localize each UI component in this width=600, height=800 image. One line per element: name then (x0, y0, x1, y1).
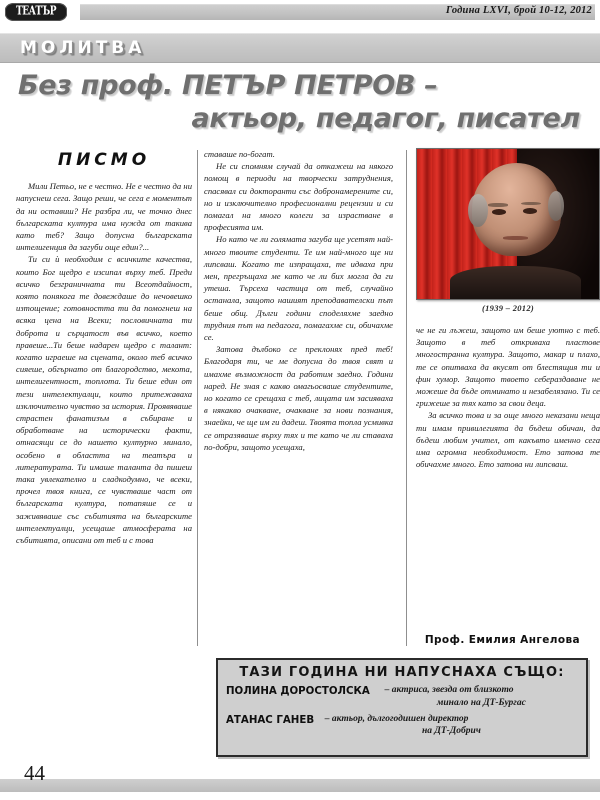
page-number: 44 (24, 761, 45, 785)
photo-eye-right (523, 208, 538, 214)
obituary-entry-description-line-1: – актриса, звезда от близкото (384, 685, 514, 695)
letter-heading: ПИСМО (57, 150, 151, 170)
paragraph: Затова дълбоко се преклонях пред теб! Благодаря ти, че ме допусна до твоя свят и имахме възможност да работим заедно. Години наред. Не зная с какво омагьосваше студентите, но когато се срещаха с теб, лицата им засияваха в някакво очакване, очакване за нови познания, знаейки, че ще им ги дадеш. Твоята топла усмивка се отразяваше върху тях и те като че ли ставаха по-добри, защото усещаха, (204, 344, 393, 452)
photo-mouth (503, 236, 528, 240)
paragraph: Но като че ли голямата загуба ще усетят най-много твоите студенти. Те им най-много ще ни липсваш. Когато те изпращаха, те идваха при мен, прегръщаха ме като че ли бих могла да ги утеша. Търсеха частица от теб, случайно останала, защото нашият преподавателски път беше общ. Дълги години споделяхме заедно трудния път на педагога, помагахме си, обичахме се. (204, 234, 393, 343)
paragraph: Ти си ѝ необходим с всичките качества, които Бог щедро е изсипал върху теб. Преди всичко безграничната ти Всеотдайност, която понякога те довеждаше до нечовешко изтощение; готовността ти да помогнеш на всяка цена на Всеки; пословичната ти доброта и сърцатост във всичко, което правеше...Ти беше надарен щедро с талант: когато играеше на сцената, около теб всичко сияеше, обгърнато от благородство, мекота, интелигентност, топлота. Ти беше един от тези интелектуалци, които притежаваха изключително чувство за история. Проявяваше страстен фанатизъм в събиране и обработване на исторически факти, отнасящи се до нашето културно минало, особено в областта на театъра и литературата. Ти имаше таланта да пишеш така увлекателно и сладкодумно, че всеки, прочел твоя книга, се чувстваше част от българската култура, потапяше се и заживяваше със събитията на българските интелектуалци, усещаше атмосферата на събитията, описани от теб и с това (16, 254, 192, 546)
page-title (18, 70, 586, 136)
logo-text: ТЕАТЪР (16, 5, 56, 19)
photo-brow-right (521, 202, 541, 206)
portrait-photo-block (416, 148, 600, 313)
obituary-entry-description-line-2: на ДТ-Добрич (421, 726, 481, 737)
footer-band (0, 779, 600, 792)
article-column-1 (16, 148, 192, 546)
obituary-entry-description-line-1: – актьор, дългогодишен директор (324, 713, 469, 724)
column-divider-1 (197, 150, 198, 646)
paragraph: ставаше по-богат. (204, 149, 275, 159)
portrait-photo-icon (416, 148, 600, 300)
obituary-box-title: ТАЗИ ГОДИНА НИ НАПУСНАХА СЪЩО: (239, 665, 565, 680)
paragraph: Мили Петьо, не е честно. Не е честно да ни напуснеш сега. Защо реши, че сега е моментът да ни оставиш? Не разбра ли, че точно днес българската култура има нужда от такива като теб? Защо допусна българската интелигенция да загуби още един?... (16, 181, 192, 253)
obituary-entries (218, 684, 586, 738)
photo-brow-left (488, 203, 508, 207)
masthead (0, 0, 600, 26)
article-body (12, 148, 600, 648)
paragraph: Не си спомням случай да откажеш на някого помощ в периоди на творчески затруднения, спасявал си докторанти със добронамерените си, но и изключително професионални рецензии и си помагал на много колеги за израстване в професията им. (204, 161, 393, 233)
article-column-2 (204, 148, 393, 453)
newspaper-masthead-logo-icon (5, 3, 67, 21)
section-label: МОЛИТВА (20, 38, 146, 58)
issue-line: Година LXVI, брой 10-12, 2012 (445, 5, 592, 16)
obituary-box (216, 658, 588, 757)
column-divider-2 (406, 150, 407, 646)
article-column-3 (416, 324, 600, 470)
obituary-entry (226, 684, 578, 710)
paragraph: че не ги лъжеш, защото им беше уютно с теб. Защото в теб откриваха пластове многостранна култура. Защото, макар и плахо, те се опитваха да вкусят от блестящия ти и фин хумор. Защото твоето себераздаване не можеше да бъде отминато и незабелязано. Ти се грижеше за тях като за свои деца. (416, 325, 600, 409)
paragraph: За всичко това и за още много неказани неща ти имам привилегията да бъдеш обичан, да бъдеш любим учител, от какъвто именно сега има огромна необходимост. Ето затова те обичахме много. Ето затова ни липсваш. (416, 410, 600, 470)
photo-shoulders (450, 266, 581, 299)
headline-line-2: актьор, педагог, писател (191, 102, 580, 134)
obituary-entry-name: АТАНАС ГАНЕВ (226, 712, 315, 726)
obituary-entry (226, 713, 578, 739)
obituary-entry-description (321, 713, 578, 739)
obituary-entry-description-line-2: минало на ДТ-Бургас (436, 697, 526, 708)
obituary-entry-name: ПОЛИНА ДОРОСТОЛСКА (226, 684, 370, 697)
photo-eye-left (492, 209, 507, 215)
photo-caption: (1939 – 2012) (481, 303, 535, 313)
article-signature: Проф. Емилия Ангелова (424, 634, 580, 646)
obituary-entry-description (381, 684, 578, 710)
photo-hair-left (468, 194, 488, 227)
headline-line-1: Без проф. ПЕТЪР ПЕТРОВ – (18, 70, 438, 101)
